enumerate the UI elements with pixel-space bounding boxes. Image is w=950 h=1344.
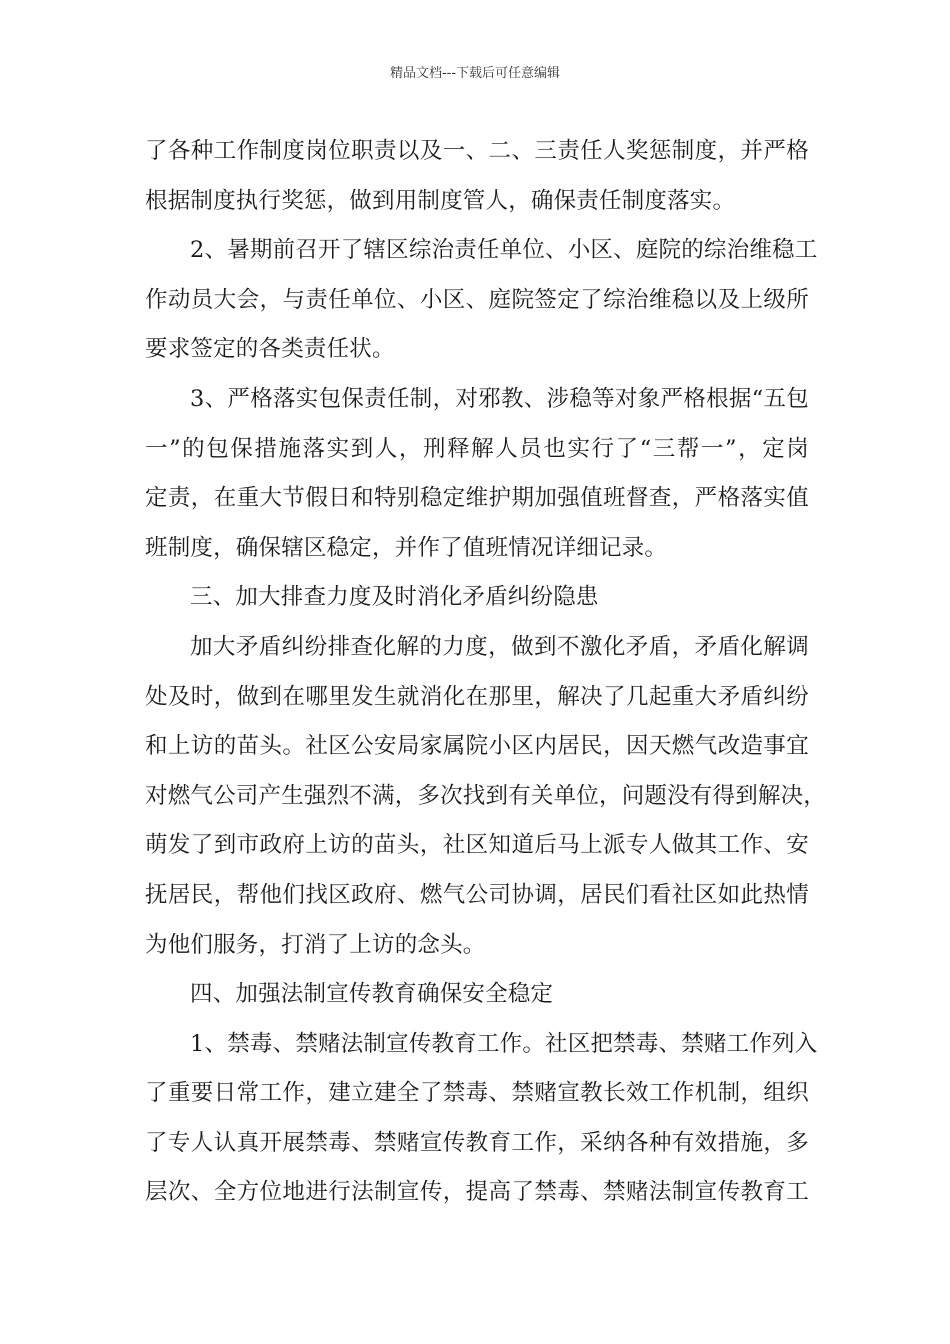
- text-line: 班制度，确保辖区稳定，并作了值班情况详细记录。: [145, 534, 668, 561]
- text-line: 要求签定的各类责任状。: [145, 336, 395, 363]
- section-heading: 三、加大排查力度及时消化矛盾纠纷隐患: [190, 584, 599, 611]
- text-line: 对燃气公司产生强烈不满，多次找到有关单位，问题没有得到解决，: [145, 782, 827, 809]
- paragraph-start: 2、暑期前召开了辖区综治责任单位、小区、庭院的综治维稳工: [190, 237, 818, 264]
- section-heading: 四、加强法制宣传教育确保安全稳定: [190, 981, 554, 1008]
- text-line: 一”的包保措施落实到人，刑释解人员也实行了“三帮一”，定岗: [145, 435, 809, 462]
- text-line: 和上访的苗头。社区公安局家属院小区内居民，因天燃气改造事宜: [145, 733, 809, 760]
- text-line: 处及时，做到在哪里发生就消化在那里，解决了几起重大矛盾纠纷: [145, 683, 809, 710]
- text-line: 了专人认真开展禁毒、禁赌宣传教育工作，采纳各种有效措施，多: [145, 1129, 809, 1156]
- paragraph-start: 1、禁毒、禁赌法制宣传教育工作。社区把禁毒、禁赌工作列入: [190, 1030, 818, 1057]
- paragraph-start: 加大矛盾纠纷排查化解的力度，做到不激化矛盾，矛盾化解调: [190, 633, 809, 660]
- text-line: 根据制度执行奖惩，做到用制度管人，确保责任制度落实。: [145, 187, 736, 214]
- text-line: 萌发了到市政府上访的苗头，社区知道后马上派专人做其工作、安: [145, 832, 809, 859]
- text-line: 抚居民，帮他们找区政府、燃气公司协调，居民们看社区如此热情: [145, 881, 809, 908]
- text-line: 了各种工作制度岗位职责以及一、二、三责任人奖惩制度，并严格: [145, 138, 809, 164]
- text-line: 层次、全方位地进行法制宣传，提高了禁毒、禁赌法制宣传教育工: [145, 1179, 809, 1206]
- text-line: 定责，在重大节假日和特别稳定维护期加强值班督查，严格落实值: [145, 485, 809, 512]
- text-line: 作动员大会，与责任单位、小区、庭院签定了综治维稳以及上级所: [145, 286, 809, 313]
- paragraph-start: 3、严格落实包保责任制，对邪教、涉稳等对象严格根据“五包: [190, 385, 809, 412]
- text-line: 为他们服务，打消了上访的念头。: [145, 931, 486, 958]
- page-header: 精品文档---下载后可任意编辑: [389, 66, 561, 81]
- text-line: 了重要日常工作，建立建全了禁毒、禁赌宣教长效工作机制，组织: [145, 1080, 809, 1107]
- document-body: [145, 127, 827, 1218]
